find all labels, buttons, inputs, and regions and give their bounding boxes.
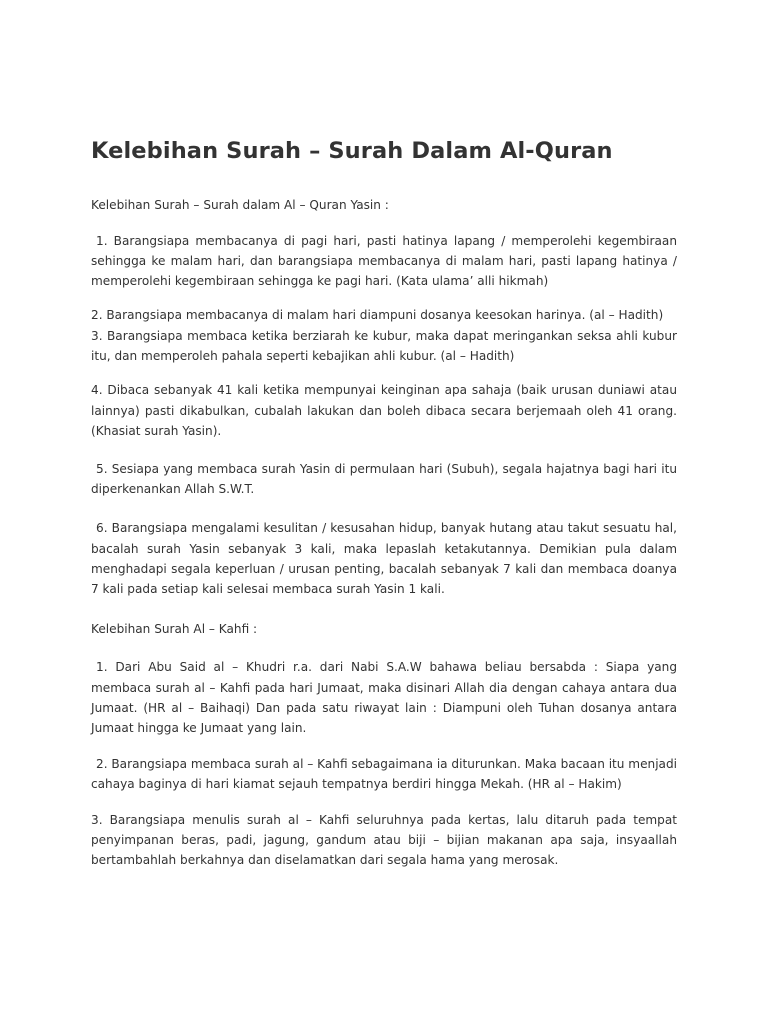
kahfi-point-1: 1. Dari Abu Said al – Khudri r.a. dari Nabi S.A.W bahawa beliau bersabda : Siapa yang membaca surah al – Kahfi pada hari Jumaat, maka disinari Allah dia dengan cahaya antara dua Jumaat. (HR al – Baihaqi) Dan pada satu riwayat lain : Diampuni oleh Tuhan dosanya antara Jumaat hingga ke Jumaat yang lain. [91, 660, 677, 736]
kahfi-point-3: 3. Barangsiapa menulis surah al – Kahfi seluruhnya pada kertas, lalu ditaruh pada tempat penyimpanan beras, padi, jagung, gandum atau biji – bijian makanan apa saja, insyaallah bertambahlah berkahnya dan diselamatkan dari segala hama yang merosak. [91, 812, 677, 868]
yasin-point-2: 2. Barangsiapa membacanya di malam hari diampuni dosanya keesokan harinya. (al – Hadith) [91, 308, 664, 323]
yasin-point-5: 5. Sesiapa yang membaca surah Yasin di permulaan hari (Subuh), segala hajatnya bagi hari itu diperkenankan Allah S.W.T. [91, 462, 677, 497]
yasin-point-6: 6. Barangsiapa mengalami kesulitan / kesusahan hidup, banyak hutang atau takut sesuatu hal, bacalah surah Yasin sebanyak 3 kali, maka lepaslah ketakutannya. Demikian pula dalam menghadapi segala keperluan / urusan penting, bacalah sebanyak 7 kali dan membaca doanya 7 kali pada setiap kali selesai membaca surah Yasin 1 kali. [91, 521, 677, 597]
yasin-point-3: 3. Barangsiapa membaca ketika berziarah ke kubur, maka dapat meringankan seksa ahli kubur itu, dan memperoleh pahala seperti kebajikan ahli kubur. (al – Hadith) [91, 328, 677, 363]
yasin-heading: Kelebihan Surah – Surah dalam Al – Quran Yasin : [91, 198, 389, 212]
page-title: Kelebihan Surah – Surah Dalam Al-Quran [91, 138, 613, 164]
kahfi-point-2: 2. Barangsiapa membaca surah al – Kahfi sebagaimana ia diturunkan. Maka bacaan itu menjadi cahaya baginya di hari kiamat sejauh tempatnya berdiri hingga Mekah. (HR al – Hakim) [91, 757, 678, 792]
kahfi-heading: Kelebihan Surah Al – Kahfi : [91, 622, 258, 637]
yasin-point-4: 4. Dibaca sebanyak 41 kali ketika mempunyai keinginan apa sahaja (baik urusan duniawi atau lainnya) pasti dikabulkan, cubalah lakukan dan boleh dibaca secara berjemaah oleh 41 orang. (Khasiat surah Yasin). [91, 383, 677, 438]
yasin-point-1: 1. Barangsiapa membacanya di pagi hari, pasti hatinya lapang / memperolehi kegembiraan sehingga ke malam hari, dan barangsiapa membacanya di malam hari, pasti lapang hatinya / memperolehi kegembiraan sehingga ke pagi hari. (Kata ulama’ alli hikmah) [91, 233, 677, 289]
